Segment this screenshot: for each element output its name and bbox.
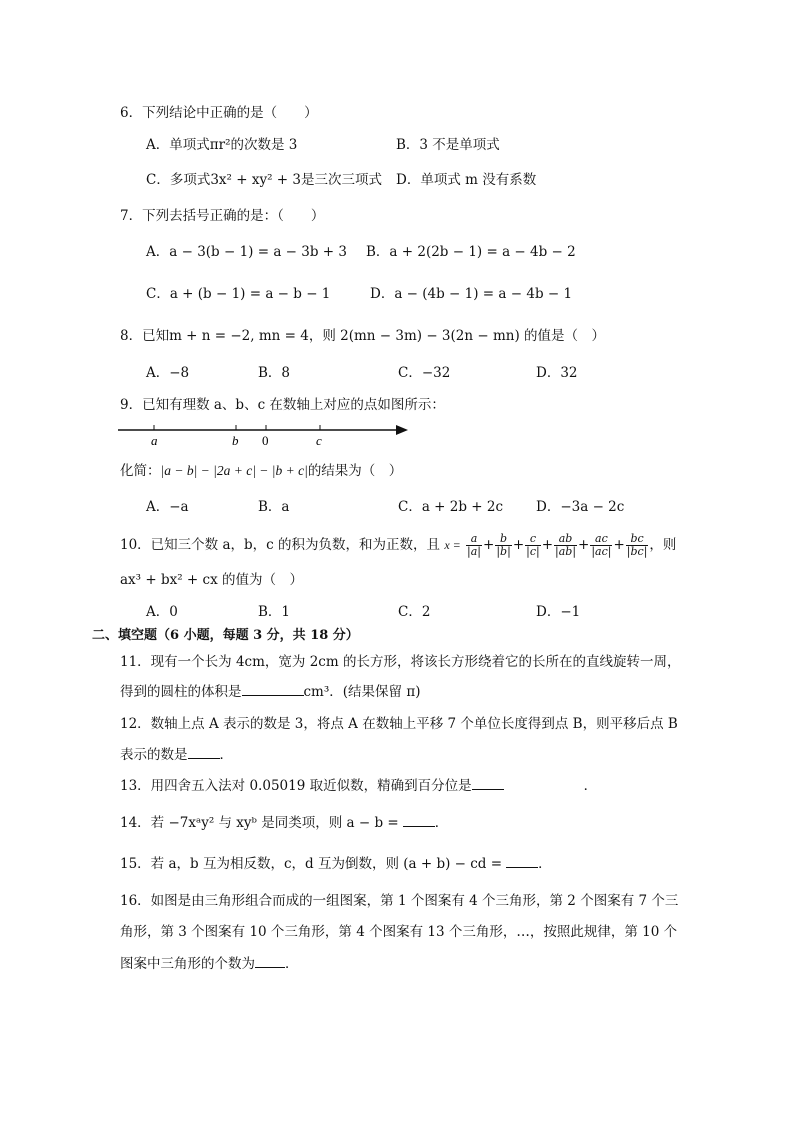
q10-frac-a xyxy=(466,533,482,558)
q9-simplify-prefix: 化简： xyxy=(120,463,161,479)
q9-simplify-expr: |a − b| − |2a + c| − |b + c| xyxy=(160,463,308,478)
q14-line xyxy=(120,814,448,832)
q11-line1: 11．现有一个长为 4cm，宽为 2cm 的长方形，将该长方形绕着它的长所在的直线旋转一周， xyxy=(120,654,681,670)
q7-option-d: D．a − (4b − 1) = a − 4b − 1 xyxy=(370,286,573,302)
q8-stem: 8．已知m + n = −2, mn = 4，则 2(mn − 3m) − 3(2n − mn) 的值是（ ） xyxy=(120,328,606,344)
q9-option-c: C．a + 2b + 2c xyxy=(398,499,504,515)
q6-option-a: A．单项式πr²的次数是 3 xyxy=(146,137,298,153)
q15-answer-blank[interactable] xyxy=(506,855,538,868)
q11-answer-blank[interactable] xyxy=(242,683,304,696)
q14-suffix: ． xyxy=(434,815,449,831)
q10-frac-c-num: c xyxy=(529,532,536,545)
q10-x-eq: x = xyxy=(444,538,461,552)
q9-simplify-suffix: 的结果为（ ） xyxy=(307,463,403,479)
q10-frac-c xyxy=(525,533,541,558)
q6-option-d: D．单项式 m 没有系数 xyxy=(396,172,537,188)
q11-suffix: cm³．(结果保留 π) xyxy=(303,684,421,700)
q10-frac-bc-den: |bc| xyxy=(626,545,648,558)
q9-option-a: A．−a xyxy=(146,499,189,515)
q10-stem-prefix: 10．已知三个数 a，b，c 的积为负数，和为正数，且 xyxy=(120,537,441,553)
q10-option-c: C．2 xyxy=(398,604,431,620)
q11-line2 xyxy=(120,683,420,701)
q7-option-b: B．a + 2(2b − 1) = a − 4b − 2 xyxy=(366,244,576,260)
q12-prefix: 表示的数是 xyxy=(120,747,188,763)
q10-frac-ac xyxy=(590,533,612,558)
q10-line2: ax³ + bx² + cx 的值为（ ） xyxy=(120,572,303,588)
q10-option-a: A．0 xyxy=(146,604,178,620)
q10-frac-bc xyxy=(626,533,649,558)
q8-option-b: B．8 xyxy=(258,365,291,381)
q10-frac-a-num: a xyxy=(470,532,478,545)
q10-frac-b xyxy=(495,533,511,558)
q7-stem: 7．下列去括号正确的是：（ ） xyxy=(120,208,325,224)
q14-answer-blank[interactable] xyxy=(403,814,435,827)
q7-option-a: A．a − 3(b − 1) = a − 3b + 3 xyxy=(146,244,347,260)
label-b: b xyxy=(232,433,239,448)
q6-stem: 6．下列结论中正确的是（ ） xyxy=(120,105,318,121)
q11-prefix: 得到的圆柱的体积是 xyxy=(120,684,242,700)
q12-answer-blank[interactable] xyxy=(188,746,220,759)
q16-line3 xyxy=(120,955,299,973)
q13-answer-blank[interactable] xyxy=(472,777,504,790)
q16-suffix: ． xyxy=(285,956,299,972)
q16-prefix: 图案中三角形的个数为 xyxy=(120,956,255,972)
q8-option-d: D．32 xyxy=(536,365,578,381)
q9-option-b: B．a xyxy=(258,499,290,515)
q12-suffix: ． xyxy=(219,747,233,763)
q10-frac-c-den: |c| xyxy=(526,545,540,558)
q10-option-b: B．1 xyxy=(258,604,291,620)
q10-stem: 10．已知三个数 a，b，c 的积为负数，和为正数，且 x = $\frac{a}{|a|}$ + $\frac{b}{|b|}$ + $\frac{c}{|c|}$ + $\frac{ab}{|ab|}$ + $\frac{ac}{|ac|}$ + $\frac{bc}{|bc|}$ ，则 xyxy=(120,532,677,558)
q10-frac-b-num: b xyxy=(500,532,508,545)
q12-line2 xyxy=(120,746,233,764)
q10-frac-a-den: |a| xyxy=(467,545,482,558)
q10-option-d: D．−1 xyxy=(536,604,581,620)
label-zero: 0 xyxy=(262,433,269,448)
q10-frac-ab-den: |ab| xyxy=(555,545,577,558)
q6-option-b: B．3 不是单项式 xyxy=(396,137,500,153)
label-a: a xyxy=(151,433,158,448)
q15-prefix: 15．若 a，b 互为相反数，c，d 互为倒数，则 (a + b) − cd = xyxy=(120,856,503,872)
q8-option-c: C．−32 xyxy=(398,365,451,381)
q13-suffix: ． xyxy=(583,778,598,794)
number-line-arrow-icon xyxy=(396,425,408,435)
q13-line xyxy=(120,777,597,795)
q16-line2: 角形，第 3 个图案有 10 个三角形，第 4 个图案有 13 个三角形，…，按照此规律，第 10 个 xyxy=(120,924,678,940)
q12-line1: 12．数轴上点 A 表示的数是 3，将点 A 在数轴上平移 7 个单位长度得到点 B，则平移后点 B xyxy=(120,716,678,732)
q9-simplify xyxy=(120,462,402,480)
label-c: c xyxy=(316,433,322,448)
q16-line1: 16．如图是由三角形组合而成的一组图案，第 1 个图案有 4 个三角形，第 2 个图案有 7 个三 xyxy=(120,893,679,909)
q9-option-d: D．−3a − 2c xyxy=(536,499,625,515)
q10-frac-ac-num: ac xyxy=(595,532,608,545)
q10-frac-b-den: |b| xyxy=(496,545,511,558)
q7-option-c: C．a + (b − 1) = a − b − 1 xyxy=(146,286,331,302)
q9-stem: 9．已知有理数 a、b、c 在数轴上对应的点如图所示： xyxy=(120,397,445,413)
q10-frac-ac-den: |ac| xyxy=(591,545,612,558)
q10-frac-ab-num: ab xyxy=(558,532,573,545)
q10-frac-ab xyxy=(554,533,577,558)
q10-stem-suffix: ，则 xyxy=(649,537,677,553)
q14-prefix: 14．若 −7xᵃy² 与 xyᵇ 是同类项，则 a − b = xyxy=(120,815,399,831)
q10-frac-bc-num: bc xyxy=(630,532,644,545)
number-line xyxy=(118,420,418,450)
q15-line xyxy=(120,855,552,873)
q8-option-a: A．−8 xyxy=(146,365,190,381)
q13-prefix: 13．用四舍五入法对 0.05019 取近似数，精确到百分位是 xyxy=(120,778,472,794)
section-2-title: 二、填空题（6 小题，每题 3 分，共 18 分） xyxy=(92,628,359,643)
q15-suffix: ． xyxy=(538,856,552,872)
q16-answer-blank[interactable] xyxy=(255,955,285,968)
q6-option-c: C．多项式3x² + xy² + 3是三次三项式 xyxy=(146,172,382,188)
